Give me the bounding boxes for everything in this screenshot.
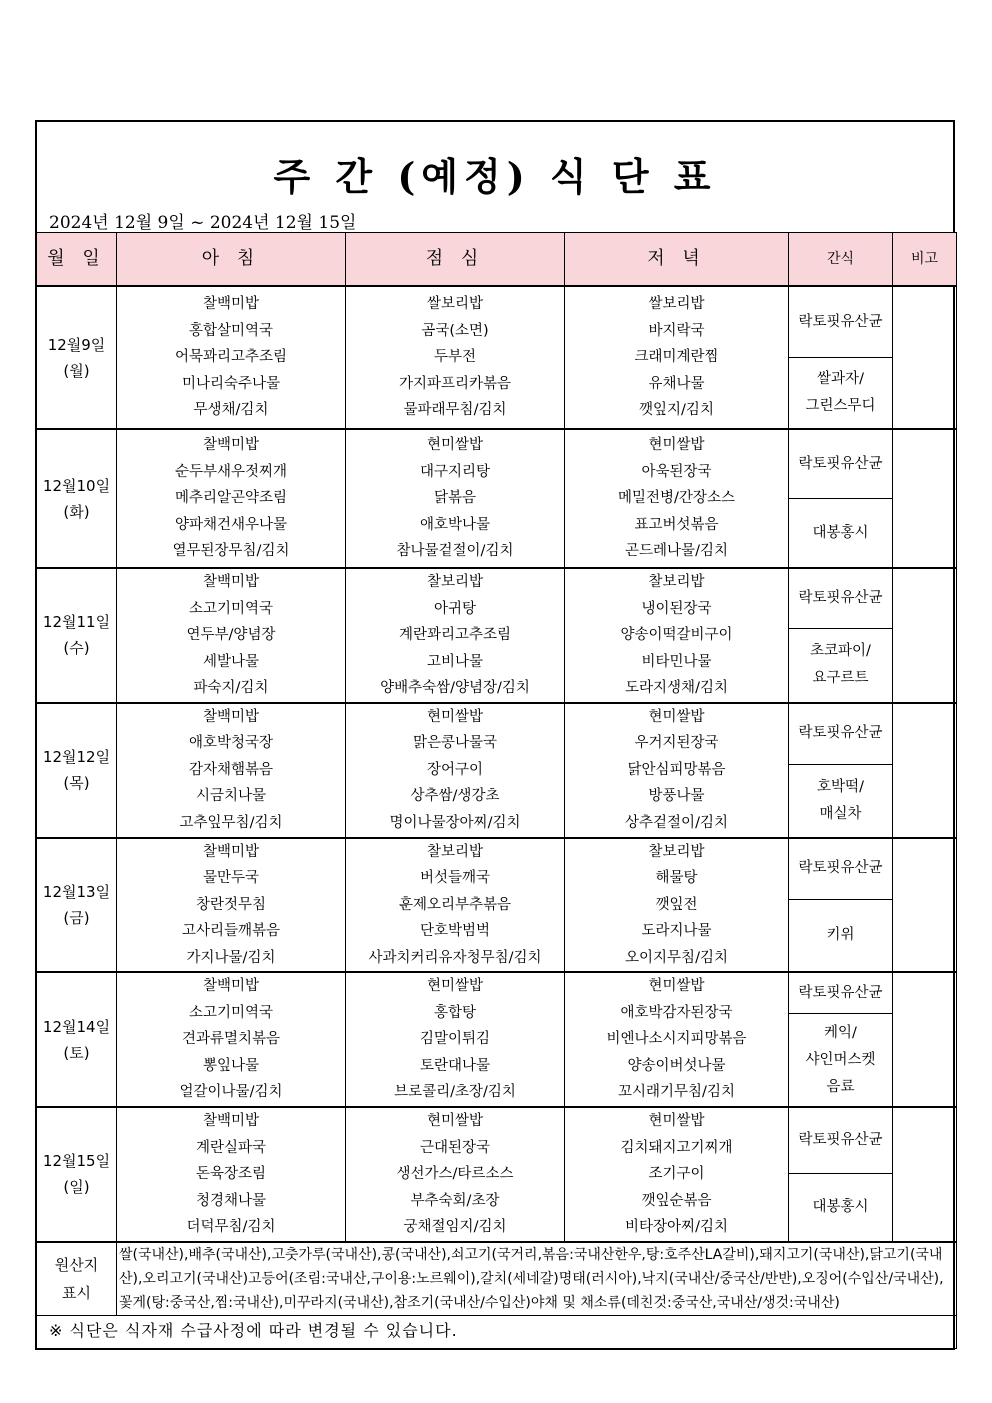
dinner-dish: 찰보리밥 (648, 843, 705, 860)
lunch-dish: 물파래무침/김치 (403, 402, 507, 419)
dinner-dish: 양송이떡갈비구이 (620, 627, 733, 643)
dinner-dish: 방풍나물 (648, 788, 705, 805)
footer-note: ※ 식단은 식자재 수급사정에 따라 변경될 수 있습니다. (37, 1315, 957, 1348)
lunch-dish: 단호박범벅 (419, 923, 491, 939)
lunch-dish: 애호박나물 (419, 516, 491, 533)
day-date: 12월11일 (42, 613, 111, 632)
note-cell (893, 429, 957, 568)
lunch-dish: 생선가스/타르소스 (396, 1166, 514, 1182)
breakfast-dish: 메추리알곤약조림 (174, 490, 288, 507)
dinner-dish: 비타민나물 (641, 653, 712, 670)
lunch-dish: 부추숙회/초장 (410, 1192, 500, 1209)
day-date: 12월9일 (47, 335, 106, 354)
lunch-dish: 홍합탕 (433, 1004, 477, 1021)
dinner-dish: 애호박감자된장국 (620, 1004, 733, 1021)
dinner-dish: 유채나물 (648, 375, 705, 392)
snack-item: 키위 (789, 900, 893, 972)
dinner-dish: 깻잎지/김치 (639, 402, 714, 419)
dinner-dish: 깻잎순볶음 (641, 1192, 712, 1209)
lunch-dish: 가지파프리카볶음 (398, 375, 512, 392)
dinner-dish: 표고버섯볶음 (634, 516, 719, 533)
dinner-dish: 도라지생채/김치 (625, 680, 728, 696)
lunch-dish: 명이나물장아찌/김치 (389, 814, 521, 831)
breakfast-dish: 미나리숙주나물 (181, 375, 281, 392)
dinner-dish: 현미쌀밥 (648, 1113, 705, 1129)
dinner-dish: 양송이버섯나물 (627, 1057, 726, 1074)
breakfast-dish: 양파채건새우나물 (174, 516, 288, 533)
lunch-dish: 맑은콩나물국 (412, 735, 498, 752)
footer-row (37, 1315, 957, 1348)
day-weekday: (일) (63, 1178, 90, 1197)
lunch-cell (346, 972, 565, 1107)
breakfast-dish: 더덕무침/김치 (186, 1219, 276, 1235)
breakfast-dish: 견과류멸치볶음 (181, 1031, 281, 1048)
lunch-dish: 참나물겉절이/김치 (396, 543, 514, 560)
snack-probiotic: 락토핏유산균 (789, 429, 893, 499)
day-weekday: (월) (63, 361, 90, 380)
breakfast-dish: 찰백미밥 (202, 296, 260, 313)
note-cell (893, 703, 957, 838)
day-row (37, 568, 957, 628)
breakfast-dish: 무생채/김치 (193, 402, 269, 419)
table-header-row (37, 233, 957, 287)
breakfast-dish: 찰백미밥 (202, 1113, 260, 1129)
origin-label: 원산지 표시 (37, 1242, 117, 1316)
dinner-cell (565, 703, 789, 838)
breakfast-dish: 소고기미역국 (188, 600, 274, 617)
day-row (37, 429, 957, 499)
day-weekday: (금) (63, 908, 90, 927)
menu-sheet (35, 120, 955, 1350)
snack-item: 쌀과자/ 그린스무디 (789, 358, 893, 430)
breakfast-dish: 홍합살미역국 (188, 322, 274, 339)
dinner-dish: 곤드레나물/김치 (625, 543, 728, 560)
dinner-dish: 우거지된장국 (634, 735, 719, 752)
day-row (37, 838, 957, 900)
date-range: 2024년 12월 9일 ~ 2024년 12월 15일 (49, 213, 357, 233)
day-row (37, 972, 957, 1014)
day-date: 12월10일 (42, 476, 111, 495)
breakfast-cell (117, 286, 346, 429)
dinner-dish: 비타장아찌/김치 (625, 1219, 728, 1235)
header-note: 비고 (893, 233, 957, 287)
note-cell (893, 972, 957, 1107)
lunch-dish: 계란꽈리고추조림 (398, 627, 512, 643)
dinner-cell (565, 838, 789, 973)
lunch-dish: 궁채절임지/김치 (403, 1219, 507, 1235)
note-cell (893, 286, 957, 429)
breakfast-dish: 파숙지/김치 (193, 680, 269, 696)
day-weekday: (목) (63, 774, 90, 792)
breakfast-cell (117, 1107, 346, 1242)
header-lunch: 점 심 (346, 233, 565, 287)
day-row (37, 286, 957, 358)
breakfast-dish: 뽕잎나물 (202, 1057, 260, 1074)
dinner-dish: 아욱된장국 (641, 463, 712, 480)
origin-text: 쌀(국내산),배추(국내산),고춧가루(국내산),콩(국내산),쇠고기(국거리,볶음:국내산한우,탕:호주산LA갈비),돼지고기(국내산),닭고기(국내산),오리고기(국내산)고등어(조림:국내산,구이용:노르웨이),갈치(세네갈)명태(러시아),낙지(국내산/중국산/반반),오징어(수입산/국내산),꽃게(탕:중국산,찜:국내산),미꾸라지(국내산),참조기(국내산/수입산)야채 및 채소류(데친것:중국산,국내산/생것:국내산) (117, 1242, 957, 1316)
dinner-cell (565, 1107, 789, 1242)
day-date: 12월13일 (42, 882, 111, 901)
snack-item: 대봉홍시 (789, 1173, 893, 1241)
dinner-dish: 현미쌀밥 (648, 708, 705, 725)
breakfast-dish: 찰백미밥 (202, 978, 260, 995)
lunch-dish: 고비나물 (426, 653, 484, 670)
breakfast-dish: 어묵꽈리고추조림 (174, 349, 288, 366)
dinner-dish: 냉이된장국 (641, 600, 712, 617)
breakfast-dish: 창란젓무침 (195, 896, 267, 913)
snack-probiotic: 락토핏유산균 (789, 703, 893, 765)
dinner-dish: 오이지무침/김치 (625, 949, 728, 966)
lunch-dish: 현미쌀밥 (426, 978, 484, 995)
lunch-dish: 장어구이 (426, 761, 484, 778)
snack-probiotic: 락토핏유산균 (789, 838, 893, 900)
lunch-cell (346, 429, 565, 568)
breakfast-cell (117, 838, 346, 973)
breakfast-dish: 소고기미역국 (188, 1004, 274, 1021)
page-title: 주 간 (예정) 식 단 표 (273, 154, 717, 199)
breakfast-dish: 찰백미밥 (202, 437, 260, 454)
dinner-dish: 비엔나소시지피망볶음 (606, 1031, 747, 1048)
header-snack: 간식 (789, 233, 893, 287)
dinner-dish: 현미쌀밥 (648, 437, 705, 454)
snack-item: 대봉홍시 (789, 499, 893, 569)
dinner-dish: 메밀전병/간장소스 (618, 490, 735, 507)
breakfast-cell (117, 972, 346, 1107)
dinner-dish: 김치돼지고기찌개 (620, 1139, 733, 1156)
header-dinner: 저 녁 (565, 233, 789, 287)
note-cell (893, 568, 957, 703)
dinner-cell (565, 972, 789, 1107)
lunch-cell (346, 286, 565, 429)
breakfast-dish: 찰백미밥 (202, 574, 260, 590)
breakfast-dish: 애호박청국장 (188, 735, 274, 752)
origin-row (37, 1242, 957, 1316)
day-row (37, 703, 957, 765)
dinner-dish: 찰보리밥 (648, 574, 705, 590)
day-date-cell (37, 286, 117, 429)
lunch-dish: 근대된장국 (419, 1139, 491, 1156)
breakfast-dish: 세발나물 (202, 653, 260, 670)
snack-item: 초코파이/ 요구르트 (789, 628, 893, 702)
weekly-menu-table (36, 232, 957, 1349)
lunch-dish: 현미쌀밥 (426, 708, 484, 725)
lunch-cell (346, 568, 565, 703)
breakfast-dish: 감자채햄볶음 (188, 761, 274, 778)
breakfast-cell (117, 568, 346, 703)
day-date-cell (37, 703, 117, 838)
dinner-dish: 상추겉절이/김치 (625, 814, 728, 831)
snack-probiotic: 락토핏유산균 (789, 1107, 893, 1173)
dinner-dish: 현미쌀밥 (648, 978, 705, 995)
day-date-cell (37, 972, 117, 1107)
breakfast-dish: 청경채나물 (195, 1192, 267, 1209)
lunch-dish: 브로콜리/초장/김치 (394, 1084, 516, 1101)
breakfast-dish: 고추잎무침/김치 (179, 814, 283, 831)
breakfast-cell (117, 703, 346, 838)
lunch-dish: 현미쌀밥 (426, 1113, 484, 1129)
lunch-dish: 김말이튀김 (419, 1031, 491, 1048)
day-date: 12월14일 (42, 1017, 111, 1036)
breakfast-dish: 열무된장무침/김치 (172, 543, 290, 560)
dinner-dish: 도라지나물 (641, 923, 712, 939)
lunch-cell (346, 1107, 565, 1242)
lunch-dish: 훈제오리부추볶음 (398, 896, 512, 913)
day-date: 12월12일 (42, 748, 111, 766)
lunch-dish: 상추쌈/생강초 (410, 788, 500, 805)
lunch-dish: 사과치커리유자청무침/김치 (368, 949, 542, 966)
breakfast-dish: 물만두국 (202, 870, 260, 886)
snack-item: 호박떡/ 매실차 (789, 764, 893, 838)
day-row (37, 1107, 957, 1173)
lunch-dish: 찰보리밥 (426, 843, 484, 860)
breakfast-dish: 시금치나물 (195, 788, 267, 805)
lunch-dish: 곰국(소면) (421, 322, 489, 339)
breakfast-dish: 돈육장조림 (195, 1166, 267, 1182)
note-cell (893, 1107, 957, 1242)
lunch-dish: 토란대나물 (419, 1057, 491, 1074)
snack-item: 케익/ 샤인머스켓 음료 (789, 1014, 893, 1108)
day-date-cell (37, 838, 117, 973)
breakfast-dish: 연두부/양념장 (186, 627, 276, 643)
breakfast-dish: 가지나물/김치 (186, 949, 276, 966)
dinner-dish: 해물탕 (655, 870, 698, 886)
lunch-dish: 현미쌀밥 (426, 437, 484, 454)
dinner-dish: 닭안심피망볶음 (627, 761, 726, 778)
header-breakfast: 아 침 (117, 233, 346, 287)
dinner-dish: 조기구이 (648, 1166, 705, 1182)
snack-probiotic: 락토핏유산균 (789, 568, 893, 628)
breakfast-dish: 찰백미밥 (202, 843, 260, 860)
dinner-cell (565, 429, 789, 568)
lunch-cell (346, 703, 565, 838)
day-weekday: (화) (63, 502, 90, 521)
breakfast-dish: 계란실파국 (195, 1139, 267, 1156)
lunch-dish: 두부전 (433, 349, 477, 366)
breakfast-dish: 순두부새우젓찌개 (174, 463, 288, 480)
note-cell (893, 838, 957, 973)
dinner-dish: 크래미계란찜 (634, 349, 719, 366)
lunch-dish: 찰보리밥 (426, 574, 484, 590)
day-date-cell (37, 568, 117, 703)
dinner-cell (565, 568, 789, 703)
snack-probiotic: 락토핏유산균 (789, 972, 893, 1014)
day-weekday: (토) (63, 1043, 90, 1062)
lunch-dish: 쌀보리밥 (426, 296, 484, 313)
dinner-dish: 바지락국 (648, 322, 705, 339)
snack-probiotic: 락토핏유산균 (789, 286, 893, 358)
dinner-dish: 깻잎전 (655, 896, 698, 913)
breakfast-dish: 고사리들깨볶음 (181, 923, 281, 939)
breakfast-dish: 찰백미밥 (202, 708, 260, 725)
lunch-dish: 버섯들깨국 (419, 870, 491, 886)
lunch-dish: 양배추숙쌈/양념장/김치 (380, 680, 530, 696)
dinner-dish: 쌀보리밥 (648, 296, 705, 313)
breakfast-cell (117, 429, 346, 568)
lunch-cell (346, 838, 565, 973)
dinner-dish: 꼬시래기무침/김치 (618, 1084, 735, 1101)
day-weekday: (수) (63, 639, 90, 658)
day-date: 12월15일 (42, 1152, 111, 1171)
lunch-dish: 대구지리탕 (419, 463, 491, 480)
breakfast-dish: 얼갈이나물/김치 (179, 1084, 283, 1101)
dinner-cell (565, 286, 789, 429)
lunch-dish: 아귀탕 (433, 600, 477, 617)
header-date: 월 일 (37, 233, 117, 287)
lunch-dish: 닭볶음 (433, 490, 477, 507)
day-date-cell (37, 1107, 117, 1242)
day-date-cell (37, 429, 117, 568)
